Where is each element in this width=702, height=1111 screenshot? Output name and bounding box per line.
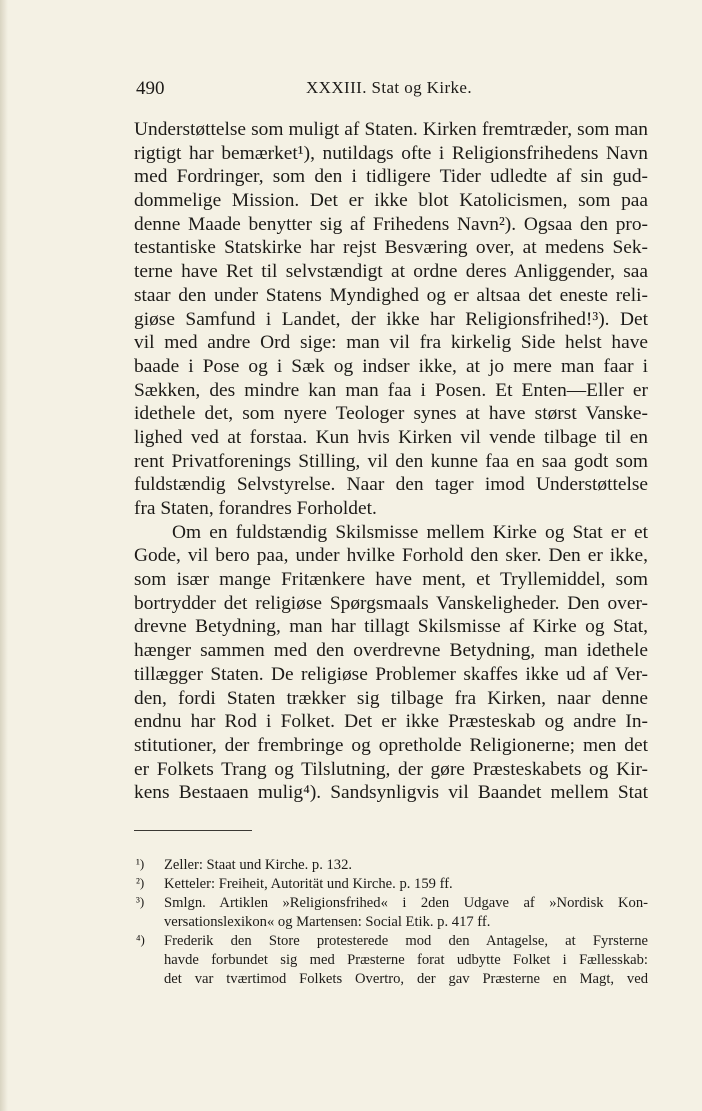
page-number: 490 (136, 78, 165, 99)
footnote-1 (134, 856, 648, 875)
footnote-line: Ketteler: Freiheit, Autorität und Kirche. p. 159 ff. (164, 876, 453, 892)
body-line: rigtigt har bemærket¹), nutildags ofte i Religionsfrihedens Navn (134, 142, 648, 164)
body-line: rent Privatforenings Stilling, vil den kunne faa en saa godt som (134, 450, 648, 472)
footnote-separator (134, 830, 252, 831)
body-line: testantiske Statskirke har rejst Besværing over, at medens Sek- (134, 237, 648, 259)
body-text (134, 118, 648, 805)
footnote-mark: ²) (136, 875, 145, 890)
footnote-line: Frederik den Store protesterede mod den Antagelse, at Fyrsterne (164, 933, 648, 949)
body-line: den, fordi Staten trækker sig tilbage fra Kirken, naar denne (134, 687, 648, 709)
body-line: Gode, vil bero paa, under hvilke Forhold den sker. Den er ikke, (134, 545, 648, 567)
body-line: med Fordringer, som den i tidligere Tider udledte af sin gud- (134, 166, 648, 188)
footnote-4 (134, 932, 648, 989)
footnotes (134, 856, 648, 989)
footnote-line: havde forbundet sig med Præsterne forat udbytte Folket i Fællesskab: (164, 952, 648, 968)
footnote-2 (134, 875, 648, 894)
footnote-line: det var tværtimod Folkets Overtro, der gav Præsterne en Magt, ved (164, 971, 648, 987)
body-line: idethele det, som nyere Teologer synes at have størst Vanske- (134, 403, 648, 425)
running-head: XXXIII. Stat og Kirke. (306, 78, 473, 97)
footnote-mark: ³) (136, 894, 145, 909)
body-line: staar den under Statens Myndighed og er altsaa det eneste reli- (134, 284, 648, 306)
body-line: terne have Ret til selvstændigt at ordne deres Anliggender, saa (134, 261, 648, 283)
footnote-line: Zeller: Staat und Kirche. p. 132. (164, 857, 353, 873)
footnote-mark: ⁴) (136, 932, 145, 947)
body-line: drevne Betydning, man har tillagt Skilsmisse af Kirke og Stat, (134, 616, 648, 638)
body-line: fra Staten, forandres Forholdet. (134, 498, 377, 519)
body-line: Understøttelse som muligt af Staten. Kirken fremtræder, som man (134, 119, 648, 140)
body-line: Om en fuldstændig Skilsmisse mellem Kirke og Stat er et (172, 521, 648, 543)
body-line: som især mange Fritænkere have ment, et Tryllemiddel, som (134, 569, 648, 591)
body-line: hænger sammen med den overdrevne Betydning, man idethele (134, 640, 648, 662)
body-line: endnu har Rod i Folket. Det er ikke Præsteskab og andre In- (134, 711, 648, 733)
footnote-mark: ¹) (136, 856, 145, 871)
body-line: Sækken, des mindre kan man faa i Posen. Et Enten—Eller er (134, 379, 648, 401)
footnote-line: Smlgn. Artiklen »Religionsfrihed« i 2den Udgave af »Nordisk Kon- (164, 895, 648, 911)
body-line: er Folkets Trang og Tilslutning, der gøre Præsteskabets og Kir- (134, 758, 648, 780)
body-line: tillægger Staten. De religiøse Problemer skaffes ikke ud af Ver- (134, 663, 648, 685)
body-line: denne Maade benytter sig af Frihedens Navn²). Ogsaa den pro- (134, 213, 648, 235)
footnote-3 (134, 894, 648, 932)
body-line: baade i Pose og i Sæk og indser ikke, at jo mere man faar i (134, 355, 648, 377)
body-line: bortrydder det religiøse Spørgsmaals Vanskeligheder. Den over- (134, 592, 648, 614)
body-line: kens Bestaaen mulig⁴). Sandsynligvis vil Baandet mellem Stat (134, 782, 648, 804)
body-line: stitutioner, der frembringe og opretholde Religionerne; men det (134, 734, 648, 756)
page-header (136, 78, 648, 102)
footnote-line: versationslexikon« og Martensen: Social Etik. p. 417 ff. (164, 914, 491, 930)
body-line: dommelige Mission. Det er ikke blot Katolicismen, som paa (134, 190, 648, 212)
body-line: vil med andre Ord sige: man vil fra kirkelig Side helst have (134, 332, 648, 354)
body-line: fuldstændig Selvstyrelse. Naar den tager imod Understøttelse (134, 474, 648, 496)
body-line: lighed ved at forstaa. Kun hvis Kirken vil vende tilbage til en (134, 426, 648, 448)
body-line: giøse Samfund i Landet, der ikke har Religionsfrihed!³). Det (134, 308, 648, 330)
page-edge-shadow (0, 0, 8, 1111)
